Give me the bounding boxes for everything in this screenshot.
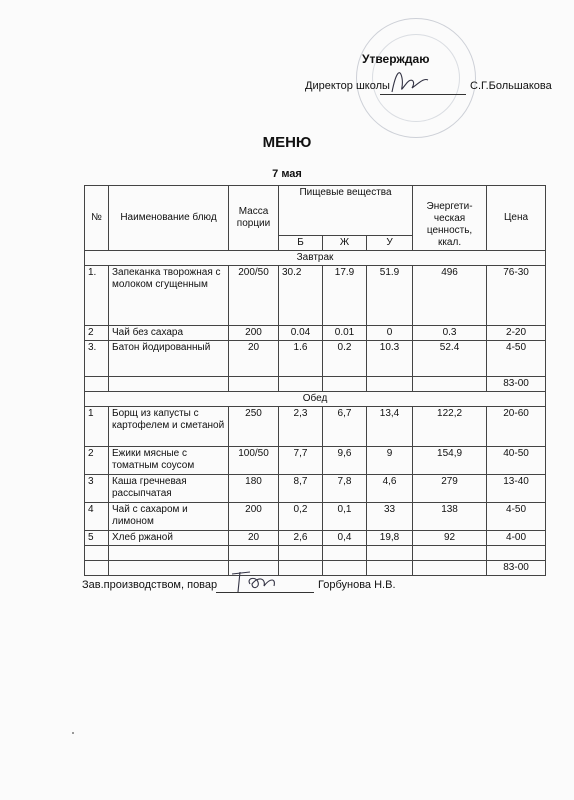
cell-protein: 0,2 [279, 503, 323, 531]
cell-energy: 138 [413, 503, 487, 531]
cell-num: 1 [85, 407, 109, 447]
cell-mass: 100/50 [229, 447, 279, 475]
cell-name: Ежики мясные с томатным соусом [109, 447, 229, 475]
cell-protein: 2,6 [279, 531, 323, 546]
cell-carbs: 10.3 [367, 341, 413, 377]
cell-carbs: 9 [367, 447, 413, 475]
cell-protein: 0.04 [279, 326, 323, 341]
header-protein: Б [279, 236, 323, 251]
empty-row [85, 546, 546, 561]
cell-num: 2 [85, 447, 109, 475]
header-carbs: У [367, 236, 413, 251]
cell-price: 40-50 [487, 447, 546, 475]
cell-protein: 2,3 [279, 407, 323, 447]
footer-name: Горбунова Н.В. [318, 579, 396, 591]
cell-carbs: 13,4 [367, 407, 413, 447]
cell-fat: 17.9 [323, 266, 367, 326]
table-row [85, 407, 546, 447]
cell-name: Батон йодированный [109, 341, 229, 377]
cell-carbs: 19,8 [367, 531, 413, 546]
cell-energy: 122,2 [413, 407, 487, 447]
cell-mass: 180 [229, 475, 279, 503]
cell-energy: 279 [413, 475, 487, 503]
header-name: Наименование блюд [109, 186, 229, 251]
cell-name: Борщ из капусты с картофелем и сметаной [109, 407, 229, 447]
cell-price: 4-00 [487, 531, 546, 546]
cell-mass: 250 [229, 407, 279, 447]
cell-price: 4-50 [487, 503, 546, 531]
cell-protein: 30.2 [279, 266, 323, 326]
cell-fat: 0,1 [323, 503, 367, 531]
cell-num: 1. [85, 266, 109, 326]
cell-carbs: 33 [367, 503, 413, 531]
total-row [85, 561, 546, 576]
table-row [85, 503, 546, 531]
cell-protein: 1.6 [279, 341, 323, 377]
cell-price: 20-60 [487, 407, 546, 447]
cell-name: Хлеб ржаной [109, 531, 229, 546]
cell-carbs: 51.9 [367, 266, 413, 326]
cell-protein: 7,7 [279, 447, 323, 475]
cell-energy: 92 [413, 531, 487, 546]
scan-speck [72, 732, 74, 734]
cell-price: 4-50 [487, 341, 546, 377]
header-mass: Масса порции [229, 186, 279, 251]
cell-num: 3. [85, 341, 109, 377]
menu-date: 7 мая [272, 168, 302, 180]
cell-mass: 20 [229, 531, 279, 546]
cell-total: 83-00 [487, 561, 546, 576]
cell-mass: 200 [229, 503, 279, 531]
cell-price: 76-30 [487, 266, 546, 326]
cell-name: Запеканка творожная с молоком сгущенным [109, 266, 229, 326]
cell-fat: 0.01 [323, 326, 367, 341]
cell-energy: 52.4 [413, 341, 487, 377]
section-title: Обед [85, 392, 546, 407]
cell-carbs: 0 [367, 326, 413, 341]
cell-energy: 496 [413, 266, 487, 326]
section-breakfast [85, 251, 546, 266]
director-label: Директор школы [305, 80, 390, 92]
cell-mass: 200/50 [229, 266, 279, 326]
table-row [85, 266, 546, 326]
menu-table [84, 185, 546, 576]
header-nutrients: Пищевые вещества [279, 186, 413, 236]
page-title: МЕНЮ [262, 134, 312, 151]
cell-num: 3 [85, 475, 109, 503]
cell-fat: 0.2 [323, 341, 367, 377]
cell-fat: 6,7 [323, 407, 367, 447]
table-row [85, 447, 546, 475]
cell-num: 4 [85, 503, 109, 531]
cook-signature [228, 566, 288, 596]
table-row [85, 531, 546, 546]
table-row [85, 475, 546, 503]
header-fat: Ж [323, 236, 367, 251]
table-row [85, 341, 546, 377]
cell-mass: 20 [229, 341, 279, 377]
table-row [85, 326, 546, 341]
cell-name: Каша гречневая рассыпчатая [109, 475, 229, 503]
cell-protein: 8,7 [279, 475, 323, 503]
cell-name: Чай без сахара [109, 326, 229, 341]
cell-price: 13-40 [487, 475, 546, 503]
director-signature [386, 64, 432, 98]
cell-fat: 9,6 [323, 447, 367, 475]
cell-price: 2-20 [487, 326, 546, 341]
cell-num: 5 [85, 531, 109, 546]
cell-num: 2 [85, 326, 109, 341]
cell-name: Чай с сахаром и лимоном [109, 503, 229, 531]
total-row [85, 377, 546, 392]
cell-fat: 7,8 [323, 475, 367, 503]
header-price: Цена [487, 186, 546, 251]
director-name: С.Г.Большакова [470, 80, 552, 92]
footer-label: Зав.производством, повар [82, 579, 218, 591]
section-title: Завтрак [85, 251, 546, 266]
cell-carbs: 4,6 [367, 475, 413, 503]
cell-total: 83-00 [487, 377, 546, 392]
approve-heading: Утверждаю [362, 52, 430, 66]
header-num: № [85, 186, 109, 251]
cell-mass: 200 [229, 326, 279, 341]
cell-energy: 0.3 [413, 326, 487, 341]
header-energy: Энергети-ческая ценность, ккал. [413, 186, 487, 251]
cell-fat: 0,4 [323, 531, 367, 546]
cell-energy: 154,9 [413, 447, 487, 475]
section-lunch [85, 392, 546, 407]
